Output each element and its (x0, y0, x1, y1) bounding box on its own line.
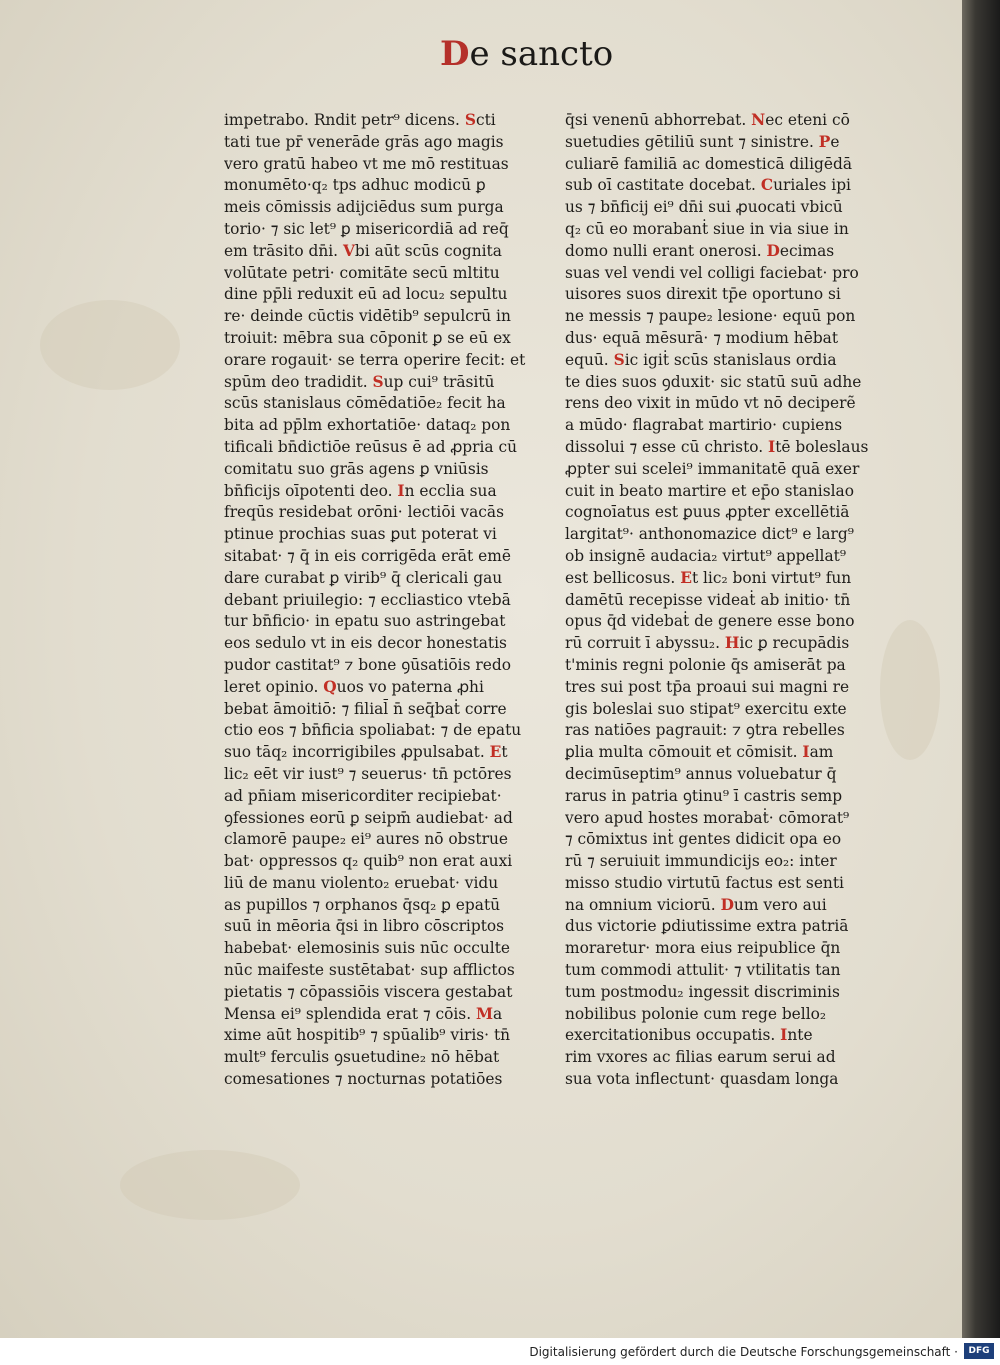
text-line (224, 916, 554, 938)
text-segment: cognoīatus est ꝑuus ꝓpter excellētiā (565, 503, 850, 522)
text-segment: cti (475, 111, 496, 129)
text-line (565, 829, 895, 851)
text-line (224, 132, 554, 154)
text-segment: ꝓpter sui scelei⁹ immanitatē quā exer (565, 459, 860, 478)
text-line (565, 328, 895, 350)
text-line (224, 699, 554, 721)
text-line (565, 873, 895, 895)
text-line (565, 241, 895, 263)
text-segment: ꝑlia multa cōmouit et cōmisit. (565, 743, 803, 762)
text-segment: suas vel vendi vel colligi faciebat· pro (565, 263, 859, 282)
text-segment: cuit in beato martire et ep̄o stanislao (565, 481, 854, 500)
text-line (224, 241, 554, 263)
text-segment: ecimas (779, 241, 835, 260)
text-line (224, 873, 554, 895)
text-segment: nūc maifeste sustētabat· sup afflictos (224, 961, 515, 980)
text-column-left (224, 110, 554, 1091)
text-segment: tē boleslaus (775, 437, 869, 456)
text-line (565, 1069, 895, 1091)
text-column-right (565, 110, 895, 1091)
text-segment: ic ꝑ recupādis (739, 634, 850, 653)
rubricated-initial: I (780, 1026, 788, 1045)
text-segment: gis boleslai suo stipat⁹ exercitu exte (565, 699, 847, 718)
text-line (224, 1025, 554, 1047)
text-line (565, 459, 895, 481)
text-line (565, 481, 895, 503)
text-segment: monumēto·q₂ tps adhuc modicū ꝑ (224, 176, 486, 195)
text-segment: vero gratū habeo vt me mō restituas (224, 154, 509, 173)
rubricated-initial: S (464, 111, 476, 129)
text-line (224, 219, 554, 241)
text-line (224, 350, 554, 372)
text-segment: nobilibus polonie cum rege bello₂ (565, 1004, 827, 1023)
rubricated-initial: S (372, 372, 384, 391)
text-segment: up cui⁹ trāsitū (383, 372, 495, 391)
text-line (224, 895, 554, 917)
text-line (224, 481, 554, 503)
text-line (565, 786, 895, 808)
text-segment: rens deo vixit in mūdo vt nō deciperẽ (565, 394, 856, 413)
text-segment: e (830, 132, 840, 151)
text-segment: tur bn̄ficio· in epatu suo astringebat (224, 612, 506, 631)
text-line (224, 786, 554, 808)
text-segment: sitabat· ⁊ q̄ in eis corrigēda erāt emē (224, 546, 511, 565)
text-line (224, 175, 554, 197)
text-line (224, 938, 554, 960)
text-line (224, 197, 554, 219)
text-segment: tum postmodu₂ ingessit discriminis (565, 982, 840, 1001)
text-line (565, 720, 895, 742)
text-segment: em trāsito dn̄i. (224, 241, 343, 260)
text-segment: ꝯfessiones eorū ꝑ seipm̄ audiebat· ad (224, 808, 513, 827)
text-segment: pudor castitat⁹ ⁊ bone ꝯūsatiōis redo (224, 655, 511, 674)
text-segment: pietatis ⁊ cōpassiōis viscera gestabat (224, 982, 513, 1001)
text-segment: freqūs residebat orōni· lectiōi vacās (224, 503, 504, 522)
text-segment: ic igiṫ scūs stanislaus ordia (624, 350, 837, 369)
text-line (565, 611, 895, 633)
rubricated-initial: E (680, 568, 692, 587)
text-segment: vero apud hostes morabaṫ· cōmorat⁹ (565, 808, 850, 827)
text-segment: domo nulli erant onerosi. (565, 241, 767, 260)
text-segment: suū in mēoria q̄si in libro cōscriptos (224, 917, 505, 936)
text-line (565, 197, 895, 219)
text-segment: dissolui ⁊ esse cū christo. (565, 437, 769, 456)
rubricated-initial: I (802, 743, 810, 762)
text-segment: lic₂ eēt vir iust⁹ ⁊ seuerus· tn̄ pctōres (224, 764, 512, 783)
text-segment: scūs stanislaus cōmēdatiōe₂ fecit ha (224, 394, 506, 413)
text-segment: clamorē paupe₂ ei⁹ aures nō obstrue (224, 830, 508, 849)
text-segment: largitat⁹· anthonomazice dict⁹ e larg⁹ (565, 525, 854, 544)
rubricated-initial: P (818, 132, 831, 151)
text-segment: ptinue prochias suas ꝑut poterat vi (224, 525, 497, 544)
text-segment: na omnium viciorū. (565, 895, 721, 914)
text-line (224, 1069, 554, 1091)
text-segment: q̄si venenū abhorrebat. (565, 111, 752, 129)
footer-credit: Digitalisierung gefördert durch die Deutsche Forschungsgemeinschaft · (529, 1345, 958, 1359)
text-segment: te dies suos ꝯduxit· sic statū suū adhe (565, 372, 862, 391)
text-segment: uos vo paterna ꝓhi (336, 677, 484, 696)
text-line (224, 960, 554, 982)
text-segment: suetudies gētiliū sunt ⁊ sinistre. (565, 132, 819, 151)
dfg-logo: DFG (964, 1343, 994, 1359)
text-line (565, 1004, 895, 1026)
rubricated-initial: S (613, 350, 625, 369)
text-segment: sua vota inflectunt· quasdam longa (565, 1070, 839, 1089)
text-line (224, 524, 554, 546)
text-line (565, 306, 895, 328)
text-line (565, 677, 895, 699)
text-line (224, 459, 554, 481)
text-segment: ras natiōes pagrauit: ⁊ ꝯtra rebelles (565, 721, 845, 740)
text-segment: meis cōmissis adijciēdus sum purga (224, 198, 504, 217)
text-segment: nte (787, 1026, 813, 1045)
text-line (565, 851, 895, 873)
text-segment: dus victorie ꝑdiutissime extra patriā (565, 917, 849, 936)
text-line (565, 524, 895, 546)
text-line (224, 1004, 554, 1026)
text-segment: liū de manu violento₂ eruebat· vidu (224, 873, 499, 892)
text-line (565, 502, 895, 524)
text-line (565, 633, 895, 655)
text-segment: est bellicosus. (565, 568, 681, 587)
text-segment: troiuit: mēbra sua cōponit ꝑ se eū ex (224, 328, 511, 347)
rubricated-initial: N (751, 111, 766, 129)
rubricated-initial: M (475, 1004, 494, 1023)
text-line (565, 415, 895, 437)
running-head-initial: D (440, 34, 470, 74)
text-segment: comesationes ⁊ nocturnas potatiōes (224, 1070, 503, 1089)
text-segment: ob insignē audacia₂ virtut⁹ appellat⁹ (565, 546, 847, 565)
paper-stain (40, 300, 180, 390)
rubricated-initial: I (397, 481, 405, 500)
text-segment: misso studio virtutū factus est senti (565, 873, 844, 892)
rubricated-initial: H (724, 634, 740, 653)
text-line (224, 829, 554, 851)
text-segment: bi aūt scūs cognita (354, 241, 502, 260)
text-segment: bita ad pp̄lm exhortatiōe· dataq₂ pon (224, 416, 511, 435)
rubricated-initial: I (768, 437, 776, 456)
text-segment: rū corruit ī abyssu₂. (565, 634, 725, 653)
text-segment: orare rogauit· se terra operire fecit: et (224, 350, 526, 369)
text-segment: uisores suos direxit tp̄e oportuno si (565, 285, 841, 304)
text-line (224, 502, 554, 524)
rubricated-initial: C (760, 176, 774, 195)
text-line (565, 393, 895, 415)
text-segment: rim vxores ac filias earum serui ad (565, 1048, 836, 1067)
text-segment: rarus in patria ꝯtinu⁹ ī castris semp (565, 786, 843, 805)
text-segment: torio· ⁊ sic let⁹ ꝑ misericordiā ad req̄ (224, 219, 509, 238)
text-segment: ⁊ cōmixtus inṫ gentes didicit opa eo (565, 830, 842, 849)
text-line (565, 568, 895, 590)
text-line (565, 764, 895, 786)
rubricated-initial: Q (323, 677, 337, 696)
text-segment: dine pp̄li reduxit eū ad locu₂ sepultu (224, 285, 508, 304)
text-segment: decimūseptim⁹ annus voluebatur q̄ (565, 764, 837, 783)
text-line (224, 590, 554, 612)
text-line (565, 916, 895, 938)
text-line (565, 350, 895, 372)
text-line (224, 372, 554, 394)
text-line (565, 960, 895, 982)
text-line (565, 1047, 895, 1069)
text-segment: t lic₂ boni virtut⁹ fun (691, 568, 852, 587)
text-segment: bat· oppressos q₂ quib⁹ non erat auxi (224, 852, 513, 871)
text-line (565, 219, 895, 241)
text-line (224, 328, 554, 350)
text-segment: ctio eos ⁊ bn̄ficia spoliabat: ⁊ de epatu (224, 721, 522, 740)
text-line (224, 808, 554, 830)
text-segment: tres sui post tp̄a proaui sui magni re (565, 677, 850, 696)
text-segment: damētū recepisse videaṫ ab initio· tn̄ (565, 590, 851, 609)
text-line (565, 175, 895, 197)
text-segment: ne messis ⁊ paupe₂ lesione· equū pon (565, 307, 856, 326)
text-line (224, 1047, 554, 1069)
book-spine (962, 0, 1000, 1338)
text-line (224, 263, 554, 285)
rubricated-initial: D (720, 895, 734, 914)
text-segment: re· deinde cūctis vidētib⁹ sepulcrū in (224, 307, 511, 326)
text-line (224, 284, 554, 306)
text-line (224, 110, 554, 132)
text-line (565, 284, 895, 306)
text-line (565, 132, 895, 154)
text-line (565, 895, 895, 917)
text-line (224, 611, 554, 633)
text-segment: bn̄ficijs oīpotenti deo. (224, 481, 398, 500)
text-line (224, 633, 554, 655)
text-segment: suo tāq₂ incorrigibiles ꝓpulsabat. (224, 743, 490, 762)
text-segment: tum commodi attulit· ⁊ vtilitatis tan (565, 961, 841, 980)
text-line (565, 546, 895, 568)
text-segment: equū. (565, 350, 614, 369)
text-segment: habebat· elemosinis suis nūc occulte (224, 939, 510, 958)
text-segment: a mūdo· flagrabat martirio· cupiens (565, 416, 843, 435)
text-segment: tati tue pr̄ venerāde grās ago magis (224, 132, 504, 151)
text-segment: dus· equā mēsurā· ⁊ modium hēbat (565, 328, 839, 347)
rubricated-initial: D (766, 241, 780, 260)
text-line (224, 546, 554, 568)
text-segment: mult⁹ ferculis ꝯsuetudine₂ nō hēbat (224, 1048, 500, 1067)
text-segment: impetrabo. Rndit petr⁹ dicens. (224, 111, 465, 129)
text-segment: tificali bn̄dictiōe reūsus ē ad ꝓpria cū (224, 437, 517, 456)
text-segment: leret opinio. (224, 677, 324, 696)
text-segment: volūtate petri· comitāte secū mltitu (224, 263, 500, 282)
text-line (565, 590, 895, 612)
text-line (224, 720, 554, 742)
text-segment: exercitationibus occupatis. (565, 1026, 781, 1045)
text-line (224, 764, 554, 786)
text-segment: xime aūt hospitib⁹ ⁊ spūalib⁹ viris· tn̄ (224, 1026, 511, 1045)
text-segment: a (493, 1004, 503, 1023)
text-line (565, 699, 895, 721)
text-segment: eos sedulo vt in eis decor honestatis (224, 634, 507, 653)
text-segment: n ecclia sua (404, 481, 497, 500)
text-segment: dare curabat ꝑ virib⁹ q̄ clericali gau (224, 568, 503, 587)
text-line (224, 851, 554, 873)
text-line (565, 982, 895, 1004)
text-segment: debant priuilegio: ⁊ eccliastico vtebā (224, 590, 511, 609)
text-line (224, 982, 554, 1004)
text-line (224, 742, 554, 764)
text-segment: uriales ipi (773, 176, 851, 195)
text-segment: rū ⁊ seruiuit immundicijs eo₂: inter (565, 852, 837, 871)
text-line (565, 655, 895, 677)
text-segment: culiarē familiā ac domesticā diligēdā (565, 154, 853, 173)
text-line (565, 742, 895, 764)
text-line (224, 393, 554, 415)
rubricated-initial: E (489, 743, 502, 762)
footer-bar (0, 1338, 1000, 1365)
text-segment: t (501, 743, 508, 762)
text-line (224, 415, 554, 437)
text-segment: as pupillos ⁊ orphanos q̄sq₂ ꝑ epatū (224, 895, 501, 914)
running-head-text: e sancto (469, 34, 614, 74)
text-line (224, 437, 554, 459)
text-segment: comitatu suo grās agens ꝑ vniūsis (224, 459, 489, 478)
text-line (565, 437, 895, 459)
text-line (565, 1025, 895, 1047)
text-segment: ec eteni cō (765, 111, 850, 129)
text-segment: bebat āmoitiō: ⁊ filial̄ n̄ seq̄baṫ corre (224, 699, 507, 718)
text-segment: spūm deo tradidit. (224, 372, 373, 391)
text-line (224, 655, 554, 677)
text-line (224, 306, 554, 328)
text-segment: um vero aui (733, 895, 827, 914)
text-segment: sub oī castitate docebat. (565, 176, 761, 195)
text-line (565, 110, 895, 132)
text-segment: Mensa ei⁹ splendida erat ⁊ cōis. (224, 1004, 476, 1023)
text-line (224, 677, 554, 699)
text-line (224, 154, 554, 176)
text-line (565, 808, 895, 830)
running-head (440, 34, 640, 84)
text-line (224, 568, 554, 590)
text-segment: moraretur· mora eius reipublice q̄n (565, 939, 841, 958)
text-line (565, 938, 895, 960)
text-segment: am (809, 743, 834, 762)
rubricated-initial: V (342, 241, 355, 260)
text-segment: t'minis regni polonie q̄s amiserāt pa (565, 655, 846, 674)
text-segment: q₂ cū eo morabanṫ siue in via siue in (565, 219, 849, 238)
text-line (565, 372, 895, 394)
text-segment: opus q̄d videbaṫ de genere esse bono (565, 612, 855, 631)
text-segment: ad pn̄iam misericorditer recipiebat· (224, 786, 502, 805)
text-line (565, 154, 895, 176)
text-segment: us ⁊ bn̄ficij ei⁹ dn̄i sui ꝓuocati vbicū (565, 198, 843, 217)
text-line (565, 263, 895, 285)
paper-stain (120, 1150, 300, 1220)
